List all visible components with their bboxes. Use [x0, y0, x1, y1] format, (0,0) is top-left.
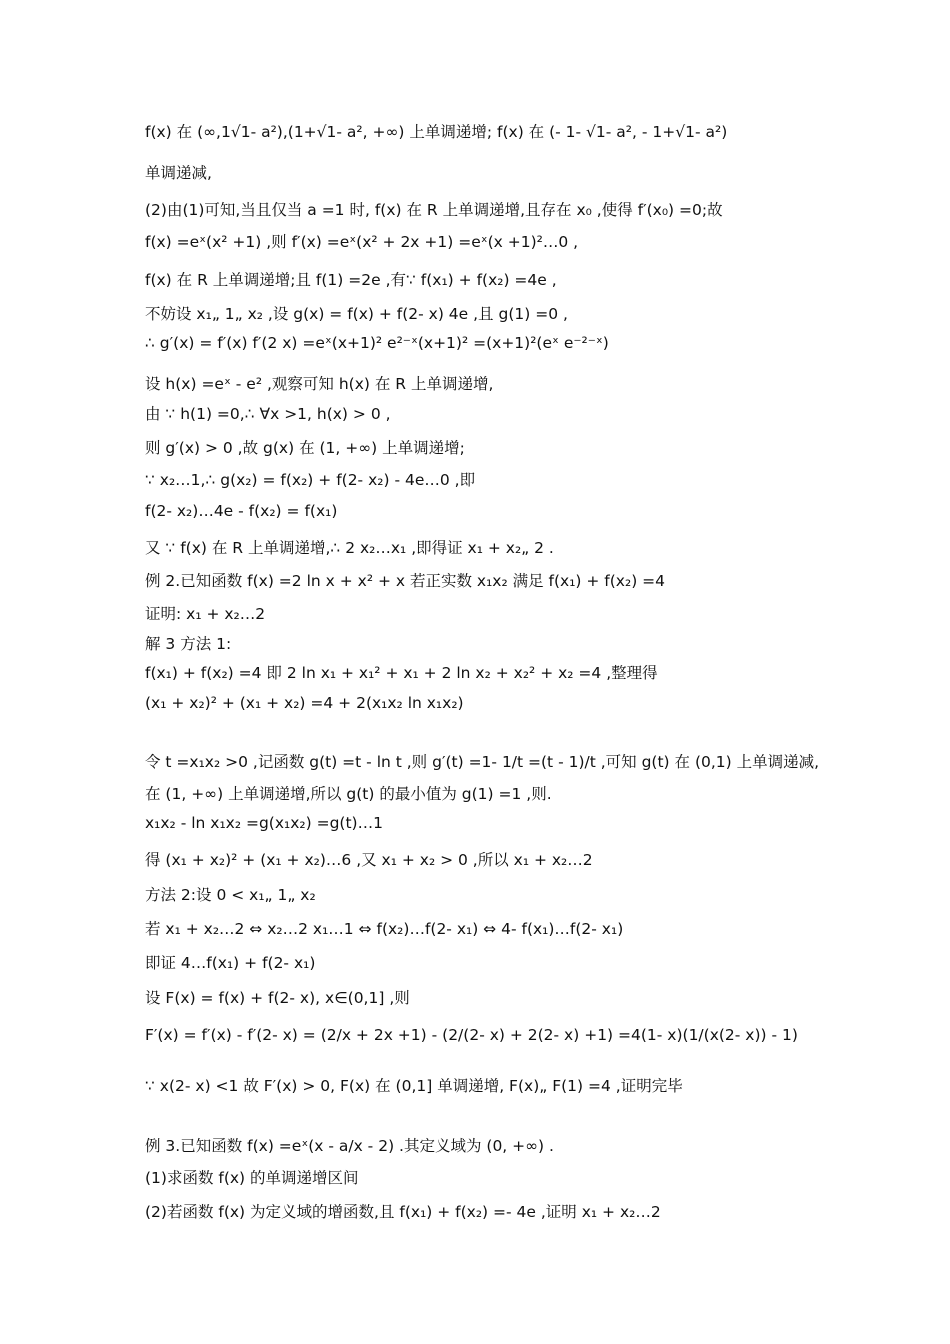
text-line: 在 (1, +∞) 上单调递增,所以 g(t) 的最小值为 g(1) =1 ,则. [145, 785, 552, 803]
text-line: F′(x) = f′(x) - f′(2- x) = (2/x + 2x +1) - (2/(2- x) + 2(2- x) +1) =4(1- x)(1/(x(2- x)) - 1) [145, 1026, 798, 1044]
text-line: (2)若函数 f(x) 为定义域的增函数,且 f(x₁) + f(x₂) =- 4e ,证明 x₁ + x₂…2 [145, 1203, 661, 1221]
text-line: 得 (x₁ + x₂)² + (x₁ + x₂)…6 ,又 x₁ + x₂ > 0 ,所以 x₁ + x₂…2 [145, 851, 593, 869]
text-line: f(2- x₂)…4e - f(x₂) = f(x₁) [145, 502, 338, 520]
text-line: (x₁ + x₂)² + (x₁ + x₂) =4 + 2(x₁x₂ ln x₁x₂) [145, 694, 464, 712]
text-line: 方法 2:设 0 < x₁„ 1„ x₂ [145, 886, 316, 904]
text-line: 例 2.已知函数 f(x) =2 ln x + x² + x 若正实数 x₁x₂ 满足 f(x₁) + f(x₂) =4 [145, 572, 666, 590]
text-line: 则 g′(x) > 0 ,故 g(x) 在 (1, +∞) 上单调递增; [145, 439, 465, 457]
text-line: f(x) =eˣ(x² +1) ,则 f′(x) =eˣ(x² + 2x +1) =eˣ(x +1)²…0 , [145, 233, 579, 251]
text-line: 不妨设 x₁„ 1„ x₂ ,设 g(x) = f(x) + f(2- x) 4e ,且 g(1) =0 , [145, 305, 568, 323]
text-line: 若 x₁ + x₂…2 ⇔ x₂…2 x₁…1 ⇔ f(x₂)…f(2- x₁) ⇔ 4- f(x₁)…f(2- x₁) [145, 920, 624, 938]
text-line: f(x₁) + f(x₂) =4 即 2 ln x₁ + x₁² + x₁ + 2 ln x₂ + x₂² + x₂ =4 ,整理得 [145, 664, 658, 682]
text-line: ∵ x₂…1,∴ g(x₂) = f(x₂) + f(2- x₂) - 4e…0 ,即 [145, 471, 476, 489]
text-line: (1)求函数 f(x) 的单调递增区间 [145, 1169, 359, 1187]
text-line: 解 3 方法 1: [145, 635, 232, 653]
text-line: f(x) 在 (∞,1√1- a²),(1+√1- a², +∞) 上单调递增; f(x) 在 (- 1- √1- a², - 1+√1- a²) [145, 123, 728, 141]
text-line: x₁x₂ - ln x₁x₂ =g(x₁x₂) =g(t)…1 [145, 814, 383, 832]
text-line: ∴ g′(x) = f′(x) f′(2 x) =eˣ(x+1)² e²⁻ˣ(x+1)² =(x+1)²(eˣ e⁻²⁻ˣ) [145, 334, 609, 352]
text-line: 即证 4…f(x₁) + f(2- x₁) [145, 954, 316, 972]
text-line: 单调递减, [145, 164, 212, 182]
text-line: ∵ x(2- x) <1 故 F′(x) > 0, F(x) 在 (0,1] 单调递增, F(x)„ F(1) =4 ,证明完毕 [145, 1077, 683, 1095]
text-line: (2)由(1)可知,当且仅当 a =1 时, f(x) 在 R 上单调递增,且存在 x₀ ,使得 f′(x₀) =0;故 [145, 201, 723, 219]
text-line: 设 F(x) = f(x) + f(2- x), x∈(0,1] ,则 [145, 989, 410, 1007]
text-line: f(x) 在 R 上单调递增;且 f(1) =2e ,有∵ f(x₁) + f(x₂) =4e , [145, 271, 557, 289]
text-line: 例 3.已知函数 f(x) =eˣ(x - a/x - 2) .其定义域为 (0, +∞) . [145, 1137, 554, 1155]
text-line: 令 t =x₁x₂ >0 ,记函数 g(t) =t - ln t ,则 g′(t) =1- 1/t =(t - 1)/t ,可知 g(t) 在 (0,1) 上单调递减, [145, 753, 820, 771]
text-line: 由 ∵ h(1) =0,∴ ∀x >1, h(x) > 0 , [145, 405, 391, 423]
text-line: 证明: x₁ + x₂…2 [145, 605, 266, 623]
text-line: 设 h(x) =eˣ - e² ,观察可知 h(x) 在 R 上单调递增, [145, 375, 494, 393]
text-line: 又 ∵ f(x) 在 R 上单调递增,∴ 2 x₂…x₁ ,即得证 x₁ + x₂„ 2 . [145, 539, 554, 557]
